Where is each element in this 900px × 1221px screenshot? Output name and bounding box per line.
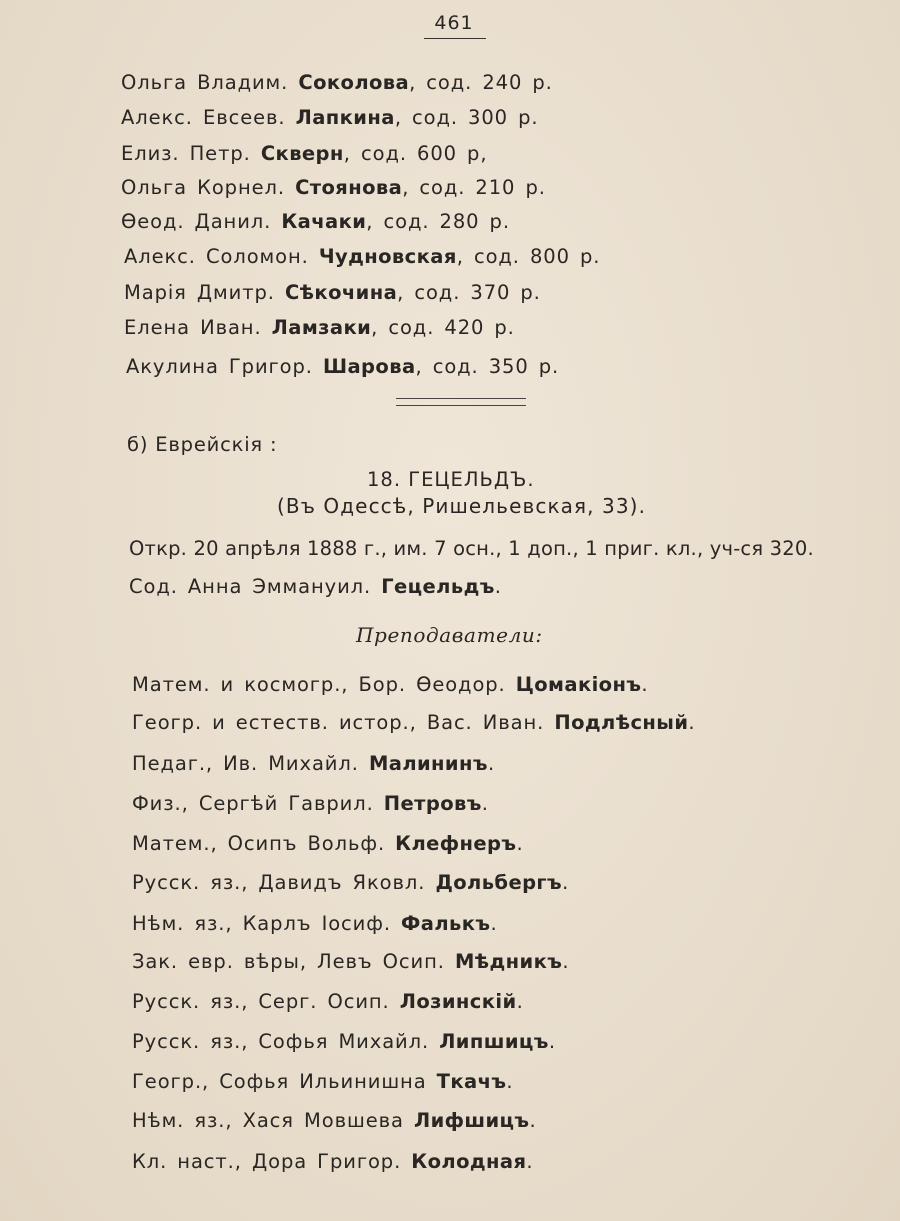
school-opened: Откр. 20 апрѣля 1888 г., им. 7 осн., 1 доп., 1 приг. кл., уч-ся 320.	[129, 537, 814, 560]
list-item: Матем. и космогр., Бор. Өеодор. Цомакіонъ.	[132, 673, 649, 696]
list-item: Елиз. Петр. Скверн, сод. 600 р,	[121, 142, 488, 165]
teacher-surname: Дольбергъ	[435, 871, 563, 894]
section-label: б) Еврейскія :	[127, 433, 278, 456]
teacher-name: Ольга Корнел.	[121, 176, 285, 199]
list-item: Ольга Владим. Соколова, сод. 240 р.	[121, 71, 553, 94]
teacher-surname: Стоянова	[295, 176, 403, 199]
teacher-name: Елена Иван.	[124, 316, 262, 339]
list-item: Русск. яз., Давидъ Яковл. Дольбергъ.	[132, 871, 570, 894]
owner-name: Сод. Анна Эммануил.	[129, 575, 372, 598]
teacher-name: Геогр., Софья Ильинишна	[132, 1070, 427, 1093]
teacher-surname: Скверн	[260, 142, 344, 165]
teacher-name: Нѣм. яз., Карлъ Іосиф.	[132, 912, 391, 935]
teacher-name: Ольга Владим.	[121, 71, 289, 94]
list-item: Геогр., Софья Ильинишна Ткачъ.	[132, 1070, 514, 1093]
teacher-salary: сод. 280 р.	[383, 210, 510, 233]
teacher-name: Кл. наст., Дора Григор.	[132, 1150, 402, 1173]
teacher-name: Русск. яз., Серг. Осип.	[132, 990, 390, 1013]
list-item: Русск. яз., Софья Михайл. Липшицъ.	[132, 1030, 556, 1053]
list-item: Русск. яз., Серг. Осип. Лозинскій.	[132, 990, 524, 1013]
teacher-surname: Сѣкочина	[284, 281, 398, 304]
school-title: 18. ГЕЦЕЛЬДЪ.	[367, 468, 535, 491]
list-item: Геогр. и естеств. истор., Вас. Иван. Подлѣсный.	[132, 711, 696, 734]
page-number-rule	[424, 38, 486, 39]
teacher-name: Зак. евр. вѣры, Левъ Осип.	[132, 950, 445, 973]
teacher-name: Нѣм. яз., Хася Мовшева	[132, 1109, 404, 1132]
teacher-name: Марія Дмитр.	[124, 281, 275, 304]
teacher-salary: сод. 600 р,	[361, 142, 488, 165]
list-item: Марія Дмитр. Сѣкочина, сод. 370 р.	[124, 281, 541, 304]
teacher-surname: Шарова	[323, 355, 416, 378]
teacher-surname: Фалькъ	[401, 912, 491, 935]
teacher-surname: Чудновская	[318, 245, 457, 268]
teacher-surname: Ткачъ	[436, 1070, 507, 1093]
list-item: Матем., Осипъ Вольф. Клефнеръ.	[132, 832, 524, 855]
list-item: Акулина Григор. Шарова, сод. 350 р.	[126, 355, 560, 378]
teacher-name: Матем., Осипъ Вольф.	[132, 832, 386, 855]
teacher-name: Алекс. Соломон.	[124, 245, 309, 268]
list-item: Елена Иван. Ламзаки, сод. 420 р.	[124, 316, 515, 339]
teacher-surname: Клефнеръ	[395, 832, 517, 855]
teacher-surname: Соколова	[298, 71, 410, 94]
teacher-name: Русск. яз., Давидъ Яковл.	[132, 871, 426, 894]
teacher-surname: Липшицъ	[439, 1030, 549, 1053]
owner-surname: Гецельдъ	[381, 575, 495, 598]
teacher-salary: сод. 300 р.	[412, 106, 539, 129]
teacher-name: Физ., Сергѣй Гаврил.	[132, 792, 374, 815]
teacher-salary: сод. 350 р.	[432, 355, 560, 378]
teacher-salary: сод. 370 р.	[414, 281, 541, 304]
teacher-salary: сод. 800 р.	[473, 245, 601, 268]
list-item: Кл. наст., Дора Григор. Колодная.	[132, 1150, 534, 1173]
school-address: (Въ Одессѣ, Ришельевская, 33).	[277, 494, 647, 518]
section-divider	[396, 398, 526, 406]
teacher-surname: Колодная	[411, 1150, 527, 1173]
teacher-surname: Мѣдникъ	[454, 950, 563, 973]
list-item: Өеод. Данил. Качаки, сод. 280 р.	[121, 210, 510, 233]
teacher-surname: Лозинскій	[399, 990, 517, 1013]
teacher-name: Геогр. и естеств. истор., Вас. Иван.	[132, 711, 545, 734]
teacher-name: Педаг., Ив. Михайл.	[132, 752, 359, 775]
list-item: Педаг., Ив. Михайл. Малининъ.	[132, 752, 496, 775]
list-item: Алекс. Евсеев. Лапкина, сод. 300 р.	[121, 106, 539, 129]
teacher-name: Алекс. Евсеев.	[121, 106, 286, 129]
teacher-name: Русск. яз., Софья Михайл.	[132, 1030, 430, 1053]
teacher-salary: сод. 240 р.	[426, 71, 553, 94]
list-item: Физ., Сергѣй Гаврил. Петровъ.	[132, 792, 489, 815]
list-item: Нѣм. яз., Хася Мовшева Лифшицъ.	[132, 1109, 537, 1132]
page-number: 461	[434, 12, 474, 34]
teacher-surname: Ламзаки	[271, 316, 372, 339]
teacher-surname: Лапкина	[295, 106, 395, 129]
teacher-name: Өеод. Данил.	[121, 210, 272, 233]
teacher-name: Матем. и космогр., Бор. Өеодор.	[132, 673, 506, 696]
teacher-surname: Петровъ	[383, 792, 482, 815]
teacher-name: Елиз. Петр.	[121, 142, 251, 165]
list-item: Ольга Корнел. Стоянова, сод. 210 р.	[121, 176, 546, 199]
teacher-salary: сод. 210 р.	[419, 176, 546, 199]
school-owner: Сод. Анна Эммануил. Гецельдъ.	[129, 575, 502, 598]
teacher-salary: сод. 420 р.	[388, 316, 515, 339]
teachers-heading: Преподаватели:	[356, 623, 543, 647]
teacher-surname: Малининъ	[368, 752, 488, 775]
list-item: Нѣм. яз., Карлъ Іосиф. Фалькъ.	[132, 912, 498, 935]
teacher-surname: Качаки	[281, 210, 367, 233]
list-item: Зак. евр. вѣры, Левъ Осип. Мѣдникъ.	[132, 950, 570, 973]
list-item: Алекс. Соломон. Чудновская, сод. 800 р.	[124, 245, 601, 268]
teacher-surname: Лифшицъ	[413, 1109, 530, 1132]
teacher-surname: Подлѣсный	[554, 711, 689, 734]
teacher-name: Акулина Григор.	[126, 355, 313, 378]
teacher-surname: Цомакіонъ	[515, 673, 642, 696]
